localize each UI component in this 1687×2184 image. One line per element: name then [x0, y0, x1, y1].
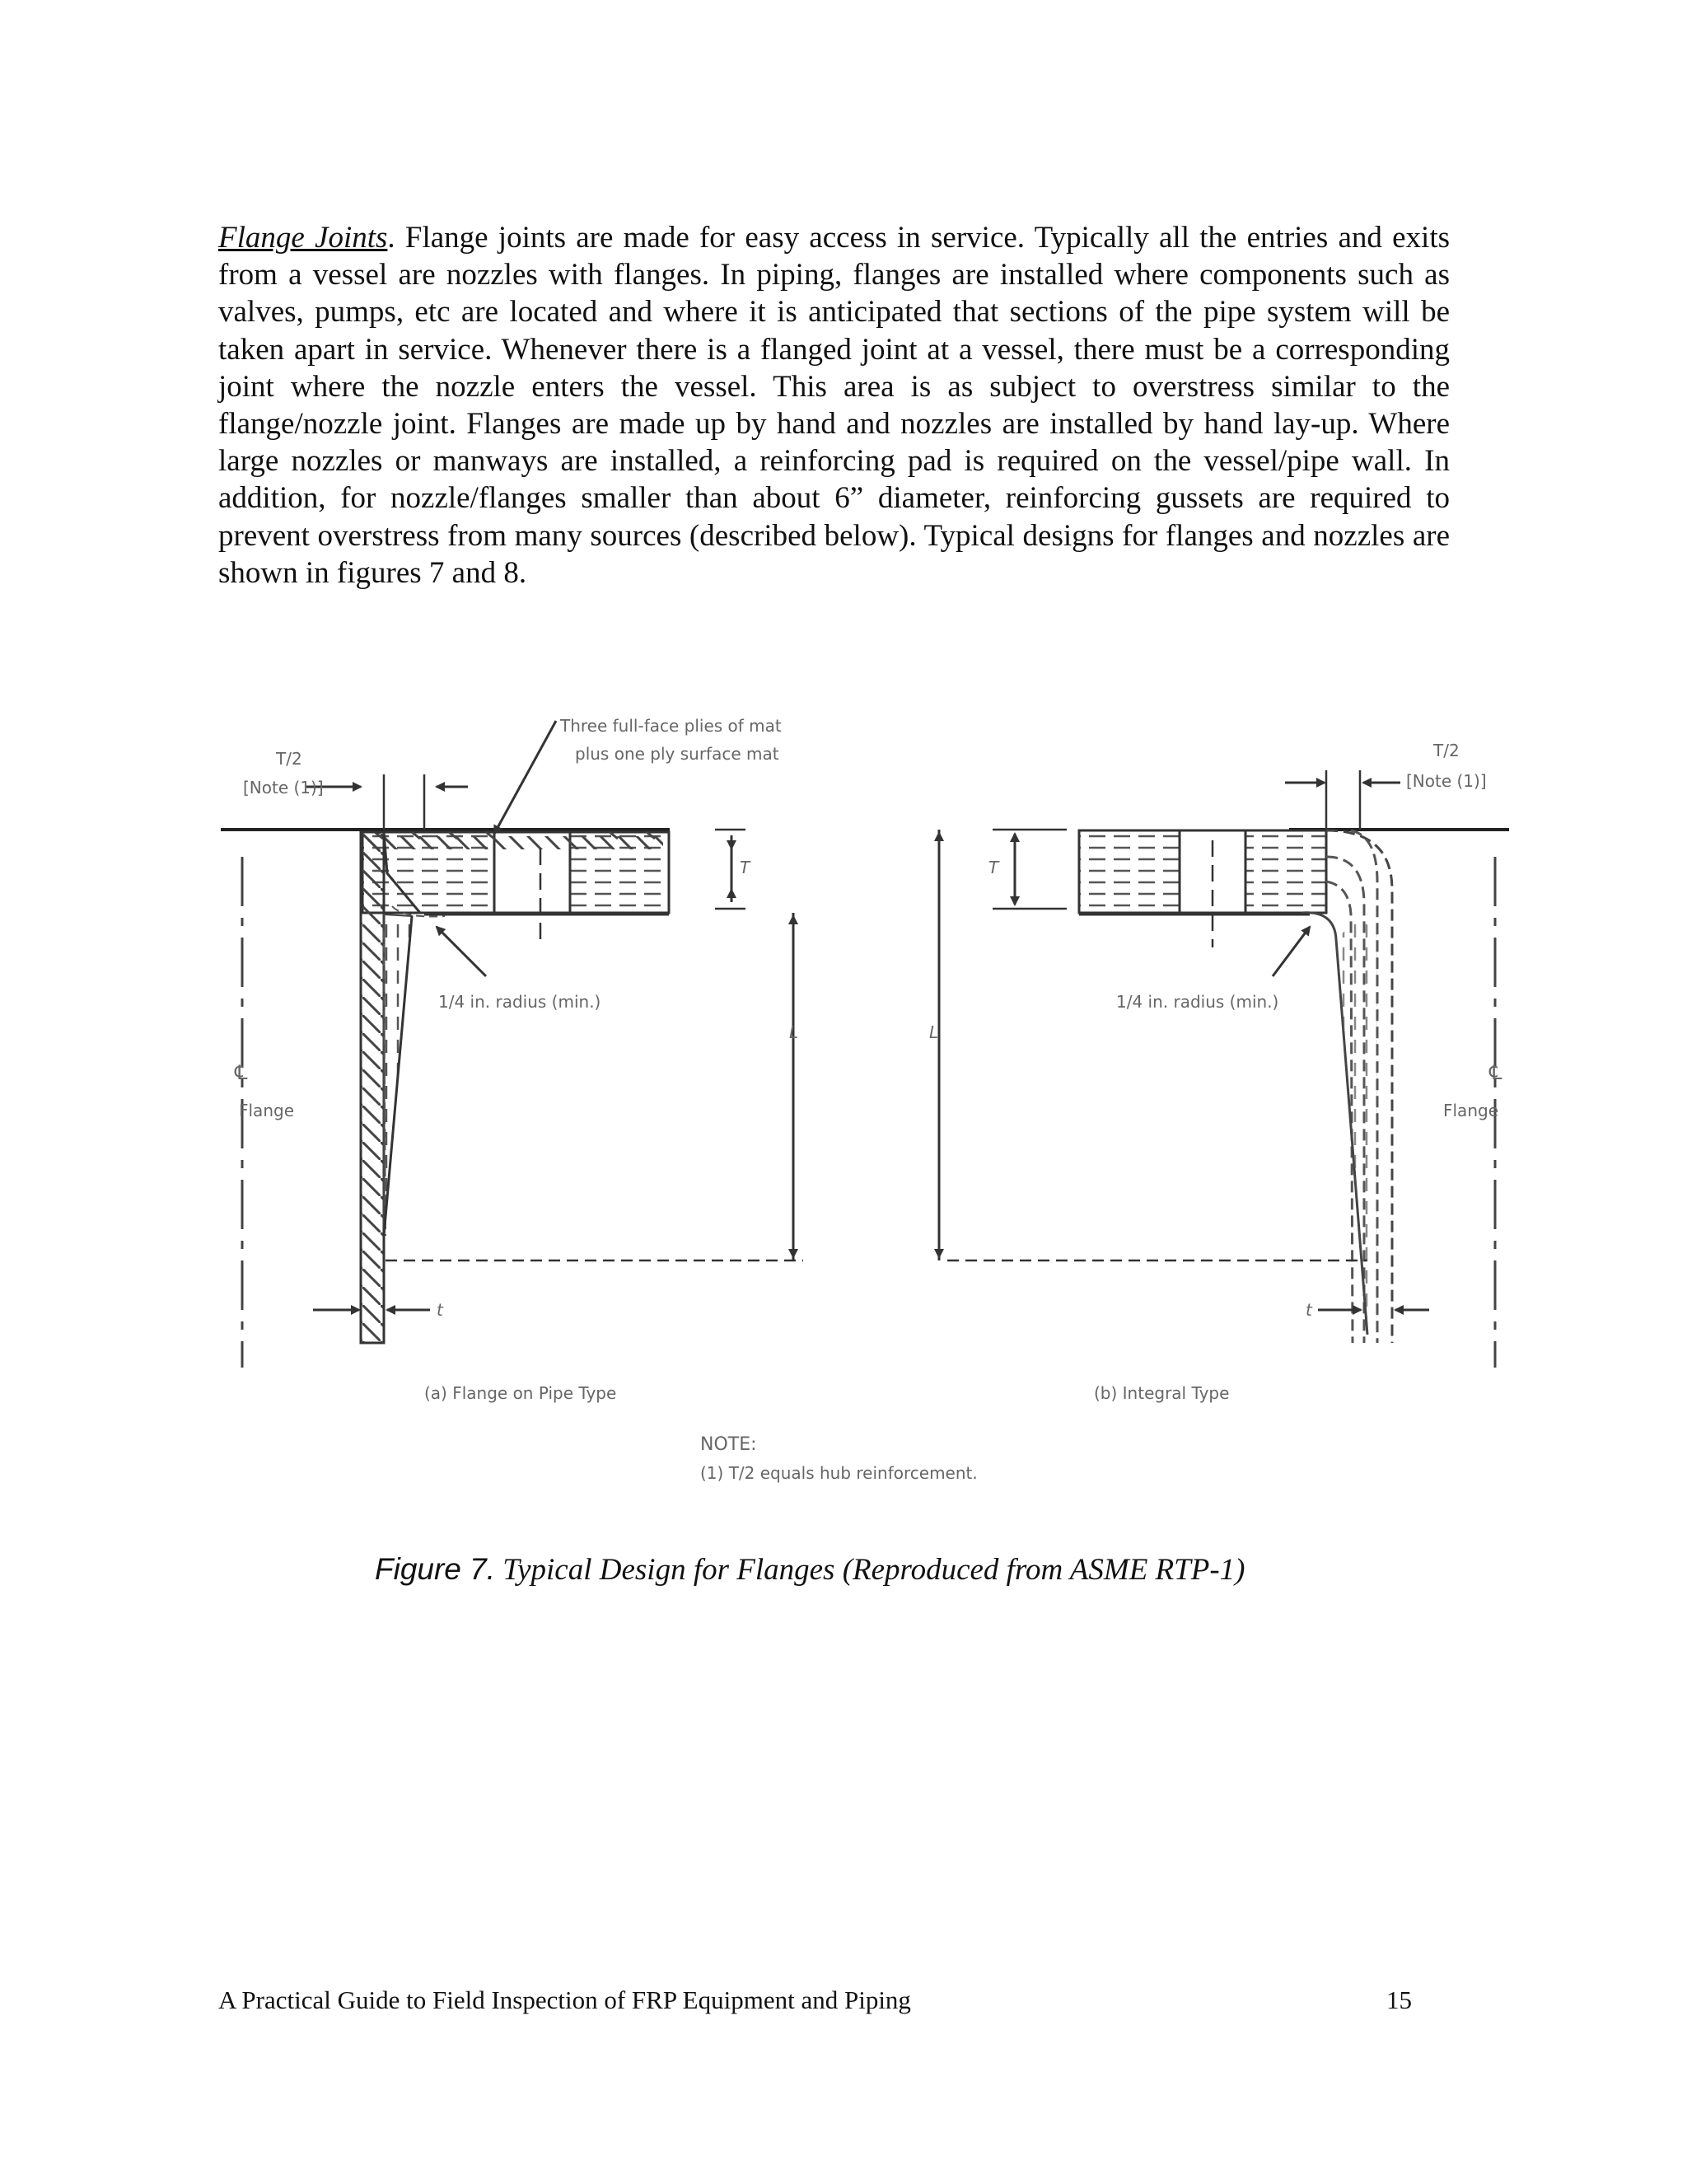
paragraph-lead: Flange Joints [218, 221, 388, 255]
left-t-label: t [437, 1300, 443, 1320]
figure-caption [375, 1552, 1314, 1588]
plies-label-line1: Three full-face plies of mat [560, 716, 782, 736]
left-centerline-symbol: ℄ [235, 1061, 248, 1084]
right-sublabel: (b) Integral Type [1094, 1383, 1230, 1403]
paragraph-body: . Flange joints are made for easy access in service. Typically all the entries and exits from a vessel are nozzles with flanges. In piping, flanges are installed where components such as valves, pumps, etc are located and where it is anticipated that sections of the pipe system will be taken apart in service. Whenever there is a flanged joint at a vessel, there must be a corresponding joint where the nozzle enters the vessel. This area is as subject to overstress similar to the flange/nozzle joint. Flanges are made up by hand and nozzles are installed by hand lay-up. Where large nozzles or manways are installed, a reinforcing pad is required on the vessel/pipe wall. In addition, for nozzle/flanges smaller than about 6” diameter, reinforcing gussets are required to prevent overstress from many sources (described below). Typical designs for flanges and nozzles are shown in figures 7 and 8. [218, 221, 1450, 590]
left-note-label: [Note (1)] [243, 778, 324, 797]
right-radius-label: 1/4 in. radius (min.) [1116, 992, 1279, 1012]
right-flange-label: Flange [1443, 1101, 1498, 1120]
note-heading: NOTE: [700, 1434, 757, 1455]
right-T-label: T [988, 858, 999, 877]
right-L-label: L [929, 1022, 939, 1042]
plies-label-line2: plus one ply surface mat [575, 744, 779, 764]
left-t2-label: T/2 [276, 749, 302, 769]
right-t2-label: T/2 [1433, 741, 1460, 760]
right-note-label: [Note (1)] [1406, 771, 1487, 791]
page-number: 15 [1386, 1985, 1412, 2014]
left-L-label: L [789, 1022, 799, 1042]
left-radius-label: 1/4 in. radius (min.) [438, 992, 601, 1012]
caption-figure-number: Figure 7. [375, 1552, 496, 1586]
left-flange-label: Flange [239, 1101, 294, 1120]
footer-document-title: A Practical Guide to Field Inspection of FRP Equipment and Piping [218, 1985, 911, 2014]
note-text: (1) T/2 equals hub reinforcement. [700, 1463, 978, 1483]
left-flange-drawing [221, 721, 803, 1368]
left-T-label: T [740, 858, 750, 877]
left-sublabel: (a) Flange on Pipe Type [424, 1383, 617, 1403]
right-t-label: t [1306, 1300, 1312, 1320]
right-centerline-symbol: ℄ [1489, 1061, 1502, 1084]
right-flange-drawing [939, 770, 1509, 1368]
caption-text: Typical Design for Flanges (Reproduced from ASME RTP-1) [495, 1553, 1245, 1587]
